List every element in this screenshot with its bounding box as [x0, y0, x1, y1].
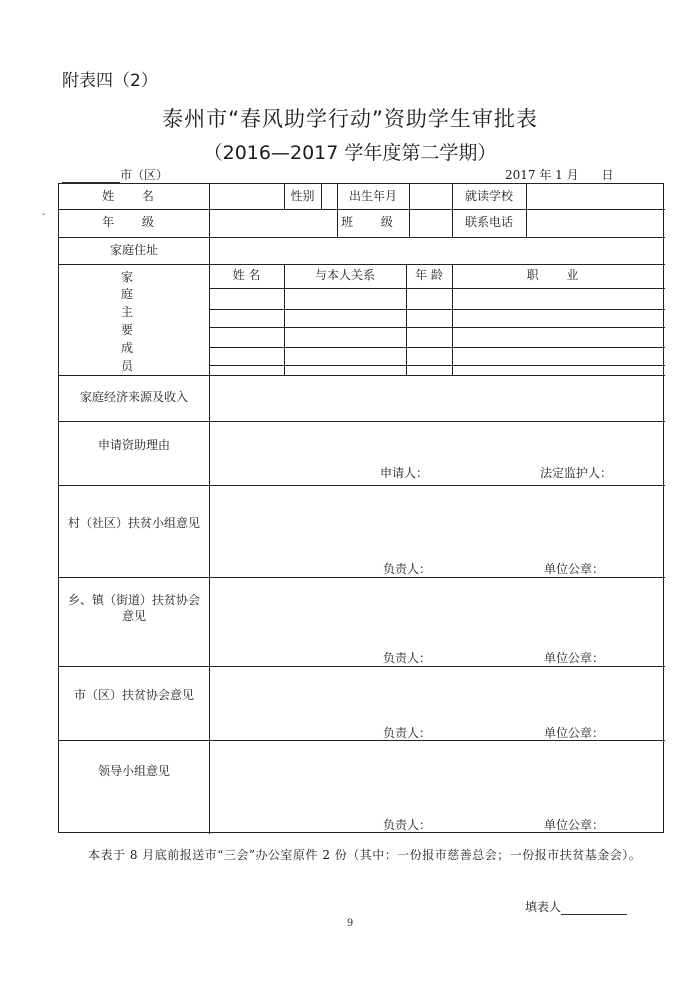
city-assoc-seal: 单位公章： [544, 726, 605, 740]
footer-note: 本表于 8 月底前报送市“三会”办公室原件 2 份（其中：一份报市慈善总会；一份报市扶贫基金会）。 [88, 848, 642, 862]
family-members-label-2: 庭 [120, 287, 133, 301]
reason-label: 申请资助理由 [97, 438, 170, 453]
school-field[interactable] [526, 184, 665, 209]
income-label: 家庭经济来源及收入 [79, 390, 188, 405]
income-field[interactable] [209, 375, 665, 421]
birth-label: 出生年月 [348, 188, 397, 203]
class-label: 班 级 [341, 215, 405, 230]
margin-tick: - [42, 209, 46, 220]
family-row-line [209, 347, 665, 348]
filler-blank[interactable] [561, 903, 627, 915]
city-blank[interactable] [62, 171, 120, 183]
city-assoc-head-signature: 负责人： [383, 726, 432, 740]
phone-field[interactable] [526, 209, 665, 237]
town-head-signature: 负责人： [383, 651, 432, 665]
village-opinion-label: 村（社区）扶贫小组意见 [67, 516, 200, 531]
family-row-line [209, 309, 665, 310]
phone-label: 联系电话 [464, 215, 513, 230]
family-relation-header: 与本人关系 [314, 268, 375, 283]
grade-label: 年 级 [102, 215, 166, 230]
class-field[interactable] [409, 209, 452, 237]
form-title: 泰州市“春风助学行动”资助学生审批表 [162, 107, 538, 131]
town-opinion-label [59, 577, 209, 641]
family-members-label-6: 员 [120, 359, 133, 373]
name-label: 姓 名 [102, 188, 166, 203]
leader-seal: 单位公章： [544, 818, 605, 832]
guardian-signature: 法定监护人： [540, 466, 613, 480]
family-age-header: 年 龄 [415, 268, 443, 283]
school-label: 就读学校 [464, 188, 513, 203]
filler-line [525, 898, 627, 915]
form-subtitle: （2016—2017 学年度第二学期） [203, 142, 497, 164]
town-seal: 单位公章： [544, 651, 605, 665]
name-field[interactable] [209, 184, 284, 209]
address-label: 家庭住址 [109, 242, 158, 257]
family-members-label-1: 家 [120, 270, 133, 284]
annex-label: 附表四（2） [62, 71, 158, 91]
family-members-label-4: 要 [120, 323, 133, 337]
applicant-signature: 申请人： [380, 466, 429, 480]
family-members-label-5: 成 [120, 341, 133, 355]
page-number: 9 [346, 918, 354, 929]
family-row-line [209, 327, 665, 328]
birth-field[interactable] [409, 184, 452, 209]
family-row-line [209, 365, 665, 366]
village-head-signature: 负责人： [383, 562, 432, 576]
leader-head-signature: 负责人： [383, 818, 432, 832]
leader-opinion-label: 领导小组意见 [97, 764, 170, 779]
date-line: 2017 年 1 月 日 [505, 168, 614, 182]
city-assoc-opinion-label: 市（区）扶贫协会意见 [73, 688, 194, 703]
gender-field[interactable] [321, 184, 337, 209]
family-job-header: 职 业 [526, 268, 591, 283]
town-opinion-label-line2: 意见 [121, 609, 146, 623]
filler-label: 填表人 [525, 900, 562, 914]
grade-field[interactable] [209, 209, 337, 237]
approval-form-table [58, 183, 664, 833]
city-suffix: 市（区） [120, 168, 169, 182]
town-opinion-label-line1: 乡、镇（街道）扶贫协会 [67, 593, 200, 608]
gender-label: 性别 [290, 188, 315, 203]
family-name-header: 姓 名 [232, 268, 261, 283]
address-field[interactable] [209, 237, 665, 264]
family-members-label-3: 主 [120, 305, 133, 319]
family-row-line [209, 288, 665, 289]
village-seal: 单位公章： [544, 562, 605, 576]
city-line [62, 166, 168, 183]
